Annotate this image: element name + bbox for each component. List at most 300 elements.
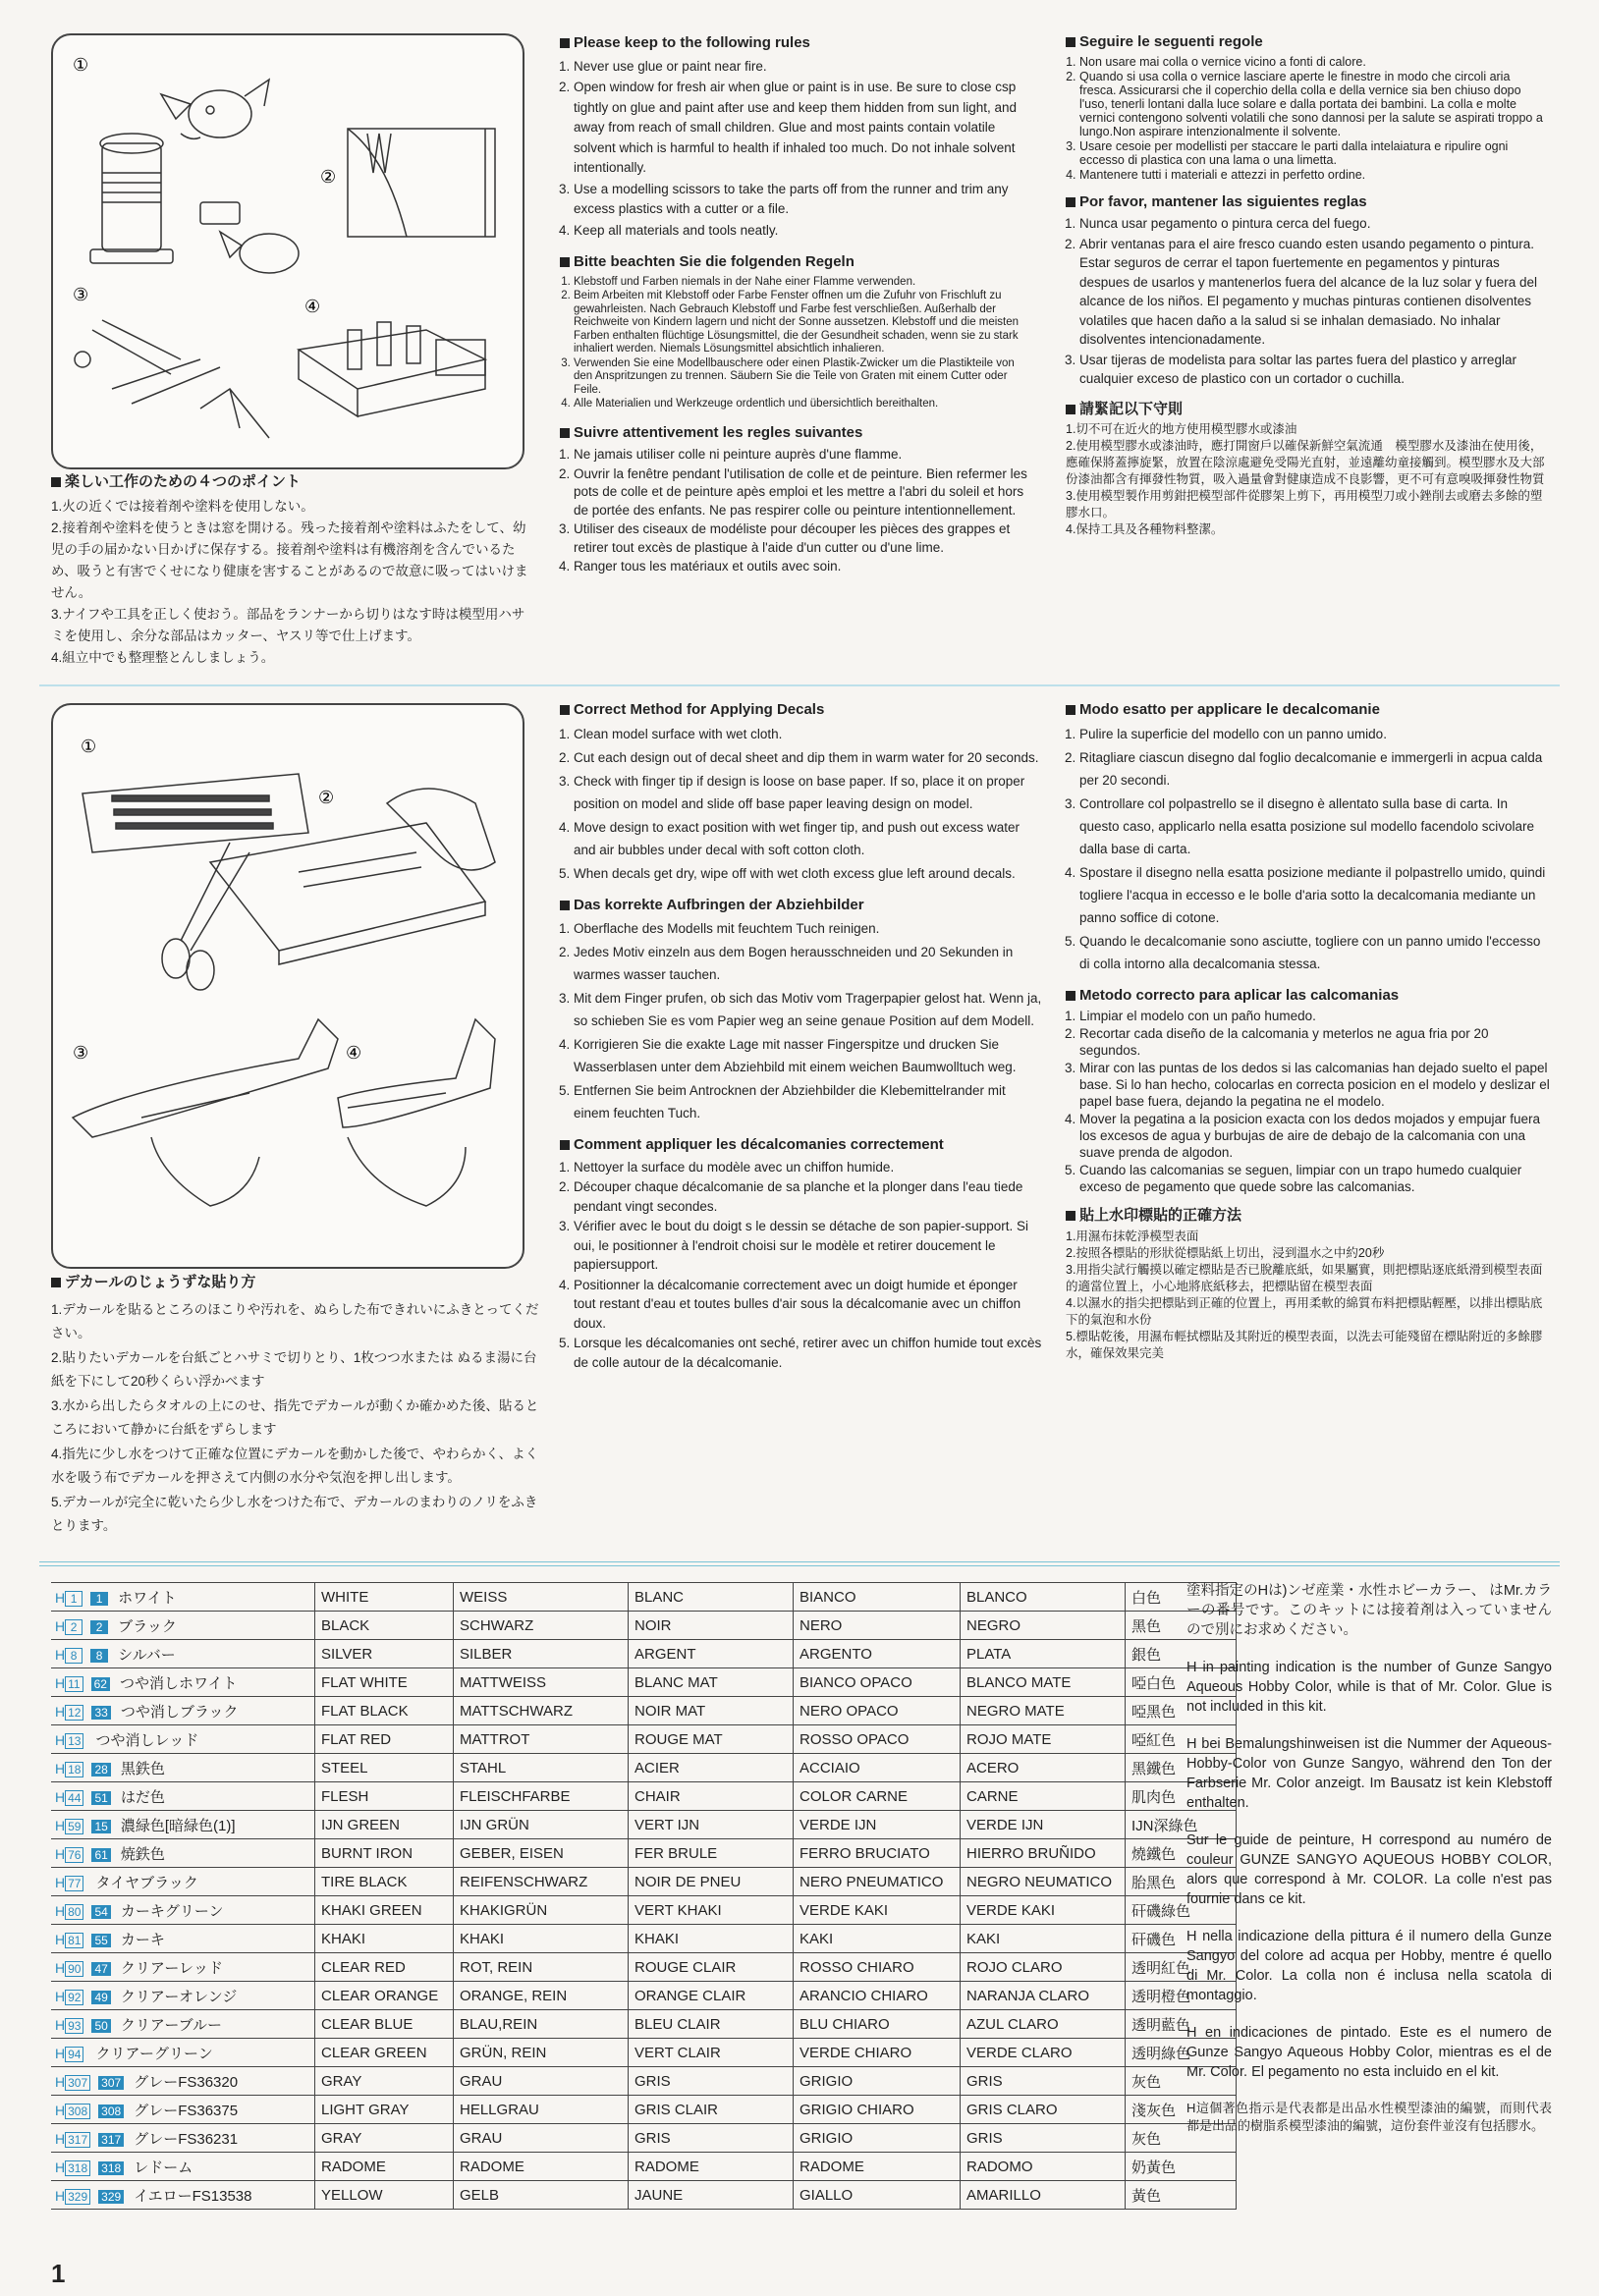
color-name-english: BLACK xyxy=(315,1612,454,1640)
rules-japanese-item: 2.接着剤や塗料を使うときは窓を開ける。残った接着剤や塗料はふたをして、幼児の手の届かない日かげに保存する。接着剤や塗料は有機溶剤を含んでいるため、吸うと有害でくせになり健康を害することがあるので故意に吸ってはいけません。 xyxy=(51,520,528,600)
hobby-color-number: 77 xyxy=(65,1876,83,1891)
color-row xyxy=(51,1982,1237,2010)
color-name-italian: VERDE CHIARO xyxy=(794,2039,961,2067)
color-name-german: GEBER, EISEN xyxy=(454,1839,629,1868)
color-code-cell xyxy=(51,1583,315,1612)
mr-color-number: 61 xyxy=(91,1848,110,1862)
hobby-color-number: 93 xyxy=(65,2018,83,2034)
rules-german-item: 2. Beim Arbeiten mit Klebstoff oder Farbe Fenster offnen um die Zufuhr von Frischluft zu gewahrleisten. Nach Gebrauch Klebstoff und Farbe fest verschließen. Außerhalb der Reichweite von Kindern lagern und nicht der Sonne aussetzen. Klebstoff und die meisten Farben enthalten flüchtige Lösungsmittel, die der Gesundheit schaden, wenn sie zu stark inhaliert werden. Niemals Lösungsmittel absichtlich inhalieren. xyxy=(574,290,1031,356)
rules-spanish-item: 1. Nunca usar pegamento o pintura cerca del fuego. xyxy=(1079,214,1545,234)
color-note-german: H bei Bemalungshinweisen ist die Nummer der Aqueous-Hobby-Color von Gunze Sangyo, während den Ton der Farbserie Mr. Color anzeigt. Im Bausatz ist kein Klebstoff enthalten. xyxy=(1186,1736,1552,1811)
color-name-italian: GRIGIO xyxy=(794,2067,961,2096)
decals-italian-item: 3. Controllare col polpastrello se il disegno è allentato sulla base di carta. In questo caso, applicarlo nella esatta posizione sul modello facendolo scivolare dalla base di carta. xyxy=(1079,793,1551,860)
color-row xyxy=(51,2124,1237,2153)
color-name-chinese: 肌肉色 xyxy=(1126,1782,1237,1811)
decals-spanish-item: 5. Cuando las calcomanias se seguen, limpiar con un trapo humedo cualquier exceso de pegamento que quede sobre las calcomanias. xyxy=(1079,1162,1551,1195)
color-name-german: REIFENSCHWARZ xyxy=(454,1868,629,1896)
decals-english-item: 3. Check with finger tip if design is loose on base paper. If so, place it on proper position on model and slide off base paper leaving design on model. xyxy=(574,770,1043,815)
color-row xyxy=(51,1896,1237,1925)
color-name-german: STAHL xyxy=(454,1754,629,1782)
color-name-french: GRIS xyxy=(629,2124,794,2153)
color-name-japanese: シルバー xyxy=(118,1646,176,1664)
color-name-english: KHAKI GREEN xyxy=(315,1896,454,1925)
rules-german-item: 3. Verwenden Sie eine Modellbauschere oder einen Plastik-Zwicker um die Plastikteile von den Anspritzungen zu trennen. Säubern Sie die Teile von Graten mit einem Cutter oder Feile. xyxy=(574,357,1031,398)
color-code-cell xyxy=(51,2010,315,2039)
hobby-color-number: 329 xyxy=(65,2189,90,2205)
color-name-italian: FERRO BRUCIATO xyxy=(794,1839,961,1868)
color-note-spanish: H en indicaciones de pintado. Este es el numero de Gunze Sangyo Aqueous Hobby Color, mientras es el de Mr. Color. El pegamento no esta incluido en el kit. xyxy=(1186,2025,1552,2080)
decals-german-item: 4. Korrigieren Sie die exakte Lage mit nasser Fingerspitze und drucken Sie Wasserblasen unter dem Abziehbild mit einem weichen Baumwolltuch weg. xyxy=(574,1033,1043,1078)
decals-chinese-item: 5.標貼乾後，用濕布輕拭標貼及其附近的模型表面，以洗去可能殘留在標貼附近的多餘膠水，確保效果完美 xyxy=(1066,1329,1543,1360)
color-name-chinese: 啞白色 xyxy=(1126,1668,1237,1697)
rules-french-item: 1. Ne jamais utiliser colle ni peinture auprès d'une flamme. xyxy=(574,446,1031,465)
color-name-spanish: KAKI xyxy=(961,1925,1126,1953)
rules-spanish-item: 3. Usar tijeras de modelista para soltar las partes fuera del plastico y arreglar cualquier exceso de plastico con un cortador o cuchilla. xyxy=(1079,351,1545,389)
mr-color-number: 317 xyxy=(98,2133,124,2147)
decals-german-item: 3. Mit dem Finger prufen, ob sich das Motiv vom Tragerpapier gelost hat. Wenn ja, so schieben Sie es vom Papier weg an seine genaue Position auf dem Modell. xyxy=(574,987,1043,1032)
color-name-english: TIRE BLACK xyxy=(315,1868,454,1896)
color-name-japanese: つや消しホワイト xyxy=(119,1674,238,1692)
decals-english-item: 1. Clean model surface with wet cloth. xyxy=(574,723,1043,745)
color-name-spanish: NEGRO xyxy=(961,1612,1126,1640)
decals-english-item: 4. Move design to exact position with wet finger tip, and push out excess water and air bubbles under decal with soft cotton cloth. xyxy=(574,816,1043,861)
rules-chinese-heading: 請緊記以下守則 xyxy=(1066,401,1545,419)
rules-italian-item: 2. Quando si usa colla o vernice lasciare aperte le finestre in modo che circoli aria fresca. Assicurarsi che il coperchio della colla e della vernice sia ben chiuso dopo l'uso, tenerli lontani dalla luce solare e dalla portata dei bambini. La colla e molte vernici contengono solventi volatili che sono dannosi per la salute se aspirati troppo a lungo.Non aspirare intenzionalmente il solvente. xyxy=(1079,70,1545,138)
color-name-chinese: 燒鐵色 xyxy=(1126,1839,1237,1868)
decals-english-item: 2. Cut each design out of decal sheet and dip them in warm water for 20 seconds. xyxy=(574,746,1043,769)
color-name-german: GRAU xyxy=(454,2067,629,2096)
color-row xyxy=(51,1953,1237,1982)
decal-step-3-marker: ③ xyxy=(73,1043,89,1063)
color-code-cell xyxy=(51,2153,315,2181)
mr-color-number: 50 xyxy=(91,2019,110,2033)
color-row xyxy=(51,1839,1237,1868)
hobby-color-prefix: H xyxy=(55,1731,66,1748)
hobby-color-prefix: H xyxy=(55,2187,66,2204)
decals-spanish-item: 4. Mover la pegatina a la posicion exacta con los dedos mojados y empujar fuera los excesos de agua y burbujas de aire de debajo de la calcomania con una suave prenda de algodon. xyxy=(1079,1111,1551,1161)
color-name-german: MATTWEISS xyxy=(454,1668,629,1697)
color-name-spanish: AMARILLO xyxy=(961,2181,1126,2210)
color-row xyxy=(51,1612,1237,1640)
rules-french-item: 3. Utiliser des ciseaux de modéliste pour découper les pièces des grappes et retirer tout excès de plastique à l'aide d'un cutter ou d'une lime. xyxy=(574,520,1031,557)
color-name-chinese: 黃色 xyxy=(1126,2181,1237,2210)
color-name-english: STEEL xyxy=(315,1754,454,1782)
rules-german-item: 4. Alle Materialien und Werkzeuge ordentlich und übersichtlich bereithalten. xyxy=(574,398,1031,411)
color-code-cell xyxy=(51,1697,315,1725)
rules-chinese-item: 2.使用模型膠水或漆油時，應打開窗戶以確保新鮮空氣流通 模型膠水及漆油在使用後，應確保將蓋擰旋緊，放置在陰涼處避免受陽光直射，並遠離幼童接觸到。模型膠水及大部份漆油都含有揮發性物質，吸入過量會對健康造成不良影響，更不可有意嗅吸揮發性物質 xyxy=(1066,439,1545,486)
color-name-chinese: 啞紅色 xyxy=(1126,1725,1237,1754)
color-name-spanish: AZUL CLARO xyxy=(961,2010,1126,2039)
color-name-chinese: 淺灰色 xyxy=(1126,2096,1237,2124)
step-1-marker: ① xyxy=(73,55,89,75)
decals-french-item: 3. Vérifier avec le bout du doigt s le dessin se détache de son papier-support. Si oui, le positionner à l'endroit choisi sur le modèle et retirer doucement le papiersupport. xyxy=(574,1217,1043,1275)
color-name-spanish: GRIS CLARO xyxy=(961,2096,1126,2124)
rules-english-item: 4. Keep all materials and tools neatly. xyxy=(574,221,1031,242)
color-name-japanese: はだ色 xyxy=(120,1788,165,1806)
decals-japanese-item: 1.デカールを貼るところのほこりや汚れを、ぬらした布できれいにふきとってください。 xyxy=(51,1301,539,1340)
color-name-english: LIGHT GRAY xyxy=(315,2096,454,2124)
hobby-color-prefix: H xyxy=(55,2159,66,2175)
rules-italian-heading: Seguire le seguenti regole xyxy=(1066,33,1545,52)
hobby-color-number: 2 xyxy=(65,1619,83,1635)
hobby-color-prefix: H xyxy=(55,1931,66,1947)
section-divider-2 xyxy=(39,1561,1560,1562)
color-name-chinese: 矸磯色 xyxy=(1126,1925,1237,1953)
rules-italian-spanish-chinese xyxy=(1066,33,1545,538)
mr-color-number: 318 xyxy=(98,2161,124,2175)
color-name-chinese: 黑鐵色 xyxy=(1126,1754,1237,1782)
hobby-color-number: 317 xyxy=(65,2132,90,2148)
color-name-chinese: 銀色 xyxy=(1126,1640,1237,1668)
hobby-color-prefix: H xyxy=(55,1845,66,1862)
color-name-italian: VERDE IJN xyxy=(794,1811,961,1839)
mr-color-number: 51 xyxy=(91,1791,110,1805)
color-code-cell xyxy=(51,1953,315,1982)
hobby-color-prefix: H xyxy=(55,2130,66,2147)
color-name-german: HELLGRAU xyxy=(454,2096,629,2124)
decals-chinese-item: 2.按照各標貼的形狀從標貼紙上切出，浸到溫水之中約20秒 xyxy=(1066,1245,1385,1260)
rules-italian-item: 4. Mantenere tutti i materiali e attezzi in perfetto ordine. xyxy=(1079,168,1545,182)
color-row xyxy=(51,2039,1237,2067)
hobby-color-number: 11 xyxy=(65,1676,83,1692)
color-row xyxy=(51,1754,1237,1782)
decals-french-item: 1. Nettoyer la surface du modèle avec un chiffon humide. xyxy=(574,1158,1043,1177)
decals-italian-spanish-chinese xyxy=(1066,701,1551,1362)
decals-german-heading: Das korrekte Aufbringen der Abziehbilder xyxy=(560,897,1043,915)
decals-japanese xyxy=(51,1271,542,1539)
color-code-cell xyxy=(51,1868,315,1896)
color-name-german: ROT, REIN xyxy=(454,1953,629,1982)
color-name-chinese: 白色 xyxy=(1126,1583,1237,1612)
color-name-italian: VERDE KAKI xyxy=(794,1896,961,1925)
color-name-english: YELLOW xyxy=(315,2181,454,2210)
color-row xyxy=(51,2010,1237,2039)
color-name-italian: GRIGIO xyxy=(794,2124,961,2153)
color-name-german: MATTSCHWARZ xyxy=(454,1697,629,1725)
color-name-italian: ARGENTO xyxy=(794,1640,961,1668)
section-divider xyxy=(39,684,1560,686)
mr-color-number: 33 xyxy=(91,1706,110,1720)
color-name-spanish: CARNE xyxy=(961,1782,1126,1811)
color-name-german: IJN GRÜN xyxy=(454,1811,629,1839)
color-name-french: ARGENT xyxy=(629,1640,794,1668)
rules-japanese-heading: 楽しい工作のための４つのポイント xyxy=(51,471,532,493)
color-code-cell xyxy=(51,2124,315,2153)
hobby-color-prefix: H xyxy=(55,1617,66,1634)
color-name-french: BLEU CLAIR xyxy=(629,2010,794,2039)
color-name-italian: ROSSO OPACO xyxy=(794,1725,961,1754)
rules-chinese-item: 4.保持工具及各種物料整潔。 xyxy=(1066,522,1224,536)
color-note-french: Sur le guide de peinture, H correspond au numéro de couleur GUNZE SANGYO AQUEOUS HOBBY COLOR, alors que correspond à Mr. COLOR. La colle n'est pas fournie dans ce kit. xyxy=(1186,1832,1552,1907)
color-code-cell xyxy=(51,1896,315,1925)
rules-spanish-heading: Por favor, mantener las siguientes reglas xyxy=(1066,193,1545,212)
color-name-french: ROUGE CLAIR xyxy=(629,1953,794,1982)
color-notes xyxy=(1186,1581,1552,2153)
window-drawing xyxy=(348,129,495,237)
decals-english-german-french xyxy=(560,701,1043,1384)
hobby-color-prefix: H xyxy=(55,2016,66,2033)
color-name-english: CLEAR GREEN xyxy=(315,2039,454,2067)
hobby-color-prefix: H xyxy=(55,2073,66,2090)
hobby-color-number: 13 xyxy=(65,1733,83,1749)
color-name-german: SILBER xyxy=(454,1640,629,1668)
color-name-french: BLANC MAT xyxy=(629,1668,794,1697)
hobby-color-number: 90 xyxy=(65,1961,83,1977)
hobby-color-number: 8 xyxy=(65,1648,83,1664)
rules-english-heading: Please keep to the following rules xyxy=(560,33,1031,54)
rules-english-item: 1. Never use glue or paint near fire. xyxy=(574,57,1031,78)
color-name-italian: BIANCO xyxy=(794,1583,961,1612)
plane-decal-step-3-drawing xyxy=(73,1019,338,1206)
color-name-italian: RADOME xyxy=(794,2153,961,2181)
color-name-english: KHAKI xyxy=(315,1925,454,1953)
color-name-french: RADOME xyxy=(629,2153,794,2181)
color-name-french: NOIR MAT xyxy=(629,1697,794,1725)
color-name-japanese: クリアーブルー xyxy=(120,2016,223,2034)
color-name-spanish: NEGRO NEUMATICO xyxy=(961,1868,1126,1896)
color-name-italian: ROSSO CHIARO xyxy=(794,1953,961,1982)
color-name-chinese: 灰色 xyxy=(1126,2124,1237,2153)
color-note-chinese: H這個著色指示是代表都是出品水性模型漆油的編號，而則代表都是出品的樹脂系模型漆油的編號，這份套件並沒有包括膠水。 xyxy=(1186,2101,1552,2133)
color-name-french: BLANC xyxy=(629,1583,794,1612)
hobby-color-prefix: H xyxy=(55,2102,66,2118)
color-name-english: CLEAR RED xyxy=(315,1953,454,1982)
hobby-color-prefix: H xyxy=(55,1589,66,1606)
color-name-japanese: クリアーレッド xyxy=(120,1959,223,1977)
color-name-german: KHAKI xyxy=(454,1925,629,1953)
mr-color-number: 15 xyxy=(91,1820,110,1833)
decals-japanese-item: 4.指先に少し水をつけて正確な位置にデカールを動かした後で、やわらかく、よく水を吸う布でデカールを押さえて内側の水分や気泡を押し出します。 xyxy=(51,1446,539,1485)
section-divider-3 xyxy=(39,1565,1560,1566)
hobby-color-number: 94 xyxy=(65,2047,83,2062)
color-name-spanish: PLATA xyxy=(961,1640,1126,1668)
hobby-color-number: 1 xyxy=(65,1591,83,1607)
color-row xyxy=(51,1668,1237,1697)
color-row xyxy=(51,1583,1237,1612)
decals-spanish-item: 1. Limpiar el modelo con un paño humedo. xyxy=(1079,1008,1551,1024)
color-name-german: ORANGE, REIN xyxy=(454,1982,629,2010)
color-code-cell xyxy=(51,1668,315,1697)
cartoon-plane-drawing xyxy=(161,80,269,138)
color-name-english: GRAY xyxy=(315,2067,454,2096)
decals-german-item: 2. Jedes Motiv einzeln aus dem Bogen herausschneiden und 20 Sekunden in warmes wasser tauchen. xyxy=(574,941,1043,986)
color-name-english: FLESH xyxy=(315,1782,454,1811)
color-name-french: ROUGE MAT xyxy=(629,1725,794,1754)
color-code-cell xyxy=(51,1982,315,2010)
mr-color-number: 28 xyxy=(91,1763,110,1777)
color-code-cell xyxy=(51,2039,315,2067)
cartoon-plane-2-drawing xyxy=(200,202,299,273)
color-row xyxy=(51,2153,1237,2181)
color-code-cell xyxy=(51,1782,315,1811)
rules-french-heading: Suivre attentivement les regles suivantes xyxy=(560,423,1031,444)
decals-chinese-heading: 貼上水印標貼的正確方法 xyxy=(1066,1207,1551,1226)
color-name-english: FLAT RED xyxy=(315,1725,454,1754)
color-name-french: ACIER xyxy=(629,1754,794,1782)
hobby-color-number: 92 xyxy=(65,1990,83,2005)
color-name-french: NOIR DE PNEU xyxy=(629,1868,794,1896)
hobby-color-number: 308 xyxy=(65,2104,90,2119)
mr-color-number: 308 xyxy=(98,2105,124,2118)
decal-sheet-drawing xyxy=(83,774,308,852)
color-code-cell xyxy=(51,1754,315,1782)
color-name-german: BLAU,REIN xyxy=(454,2010,629,2039)
color-name-english: FLAT WHITE xyxy=(315,1668,454,1697)
hobby-color-prefix: H xyxy=(55,1674,66,1691)
color-name-spanish: VERDE CLARO xyxy=(961,2039,1126,2067)
color-name-german: KHAKIGRÜN xyxy=(454,1896,629,1925)
rules-french-item: 4. Ranger tous les matériaux et outils avec soin. xyxy=(574,558,1031,576)
rules-japanese-item: 3.ナイフや工具を正しく使おう。部品をランナーから切りはなす時は模型用ハサミを使用し、余分な部品はカッター、ヤスリ等で仕上げます。 xyxy=(51,607,525,643)
color-name-chinese: IJN深綠色 xyxy=(1126,1811,1237,1839)
decals-italian-item: 2. Ritagliare ciascun disegno dal foglio decalcomanie e immergerli in acpua calda per 20 secondi. xyxy=(1079,746,1551,792)
color-code-cell xyxy=(51,1925,315,1953)
color-name-english: SILVER xyxy=(315,1640,454,1668)
heater-drawing xyxy=(90,134,173,263)
color-code-cell xyxy=(51,1640,315,1668)
mr-color-number: 47 xyxy=(91,1962,110,1976)
color-name-spanish: HIERRO BRUÑIDO xyxy=(961,1839,1126,1868)
color-name-spanish: NEGRO MATE xyxy=(961,1697,1126,1725)
hobby-color-prefix: H xyxy=(55,1874,66,1890)
hobby-color-prefix: H xyxy=(55,1703,66,1720)
color-name-german: GELB xyxy=(454,2181,629,2210)
color-row xyxy=(51,2096,1237,2124)
mr-color-number: 54 xyxy=(91,1905,110,1919)
mr-color-number: 55 xyxy=(91,1934,110,1947)
color-name-french: JAUNE xyxy=(629,2181,794,2210)
color-name-italian: ARANCIO CHIARO xyxy=(794,1982,961,2010)
color-name-japanese: グレーFS36231 xyxy=(134,2130,239,2148)
color-name-japanese: ホワイト xyxy=(118,1589,177,1607)
color-name-japanese: グレーFS36375 xyxy=(134,2102,239,2119)
rules-chinese-item: 1.切不可在近火的地方使用模型膠水或漆油 xyxy=(1066,422,1297,436)
decals-japanese-item: 5.デカールが完全に乾いたら少し水をつけた布で、デカールのまわりのノリをふきとります。 xyxy=(51,1494,538,1533)
color-name-german: MATTROT xyxy=(454,1725,629,1754)
step-3-marker: ③ xyxy=(73,285,89,304)
decals-french-item: 4. Positionner la décalcomanie correctement avec un doigt humide et éponger tout restant d'eau et toutes bulles d'air sous la décalcomanie avec un chiffon doux. xyxy=(574,1276,1043,1334)
color-name-french: GRIS CLAIR xyxy=(629,2096,794,2124)
decals-english-heading: Correct Method for Applying Decals xyxy=(560,701,1043,720)
color-name-english: BURNT IRON xyxy=(315,1839,454,1868)
color-name-japanese: クリアーオレンジ xyxy=(120,1988,238,2005)
color-name-japanese: 黒鉄色 xyxy=(120,1760,165,1777)
color-row xyxy=(51,1782,1237,1811)
color-note-japanese: 塗料指定のHは)ンゼ産業・水性ホビーカラー、 はMr.カラーの番号です。このキットには接着剤は入っていませんので別にお求めください。 xyxy=(1186,1583,1552,1638)
color-name-japanese: タイヤブラック xyxy=(95,1874,198,1891)
rules-japanese-item: 4.組立中でも整理整とんしましょう。 xyxy=(51,650,275,665)
rules-german-item: 1. Klebstoff und Farben niemals in der Nahe einer Flamme verwenden. xyxy=(574,276,1031,290)
page-number: 1 xyxy=(51,2259,66,2288)
rules-italian-item: 3. Usare cesoie per modellisti per staccare le parti dalla intelaiatura e ripulire ogni eccesso di plastica con una lama o una limetta. xyxy=(1079,139,1545,167)
color-name-english: FLAT BLACK xyxy=(315,1697,454,1725)
color-name-japanese: つや消しレッド xyxy=(95,1731,199,1749)
color-name-chinese: 奶黃色 xyxy=(1126,2153,1237,2181)
color-name-italian: COLOR CARNE xyxy=(794,1782,961,1811)
tools-illustration xyxy=(53,35,523,467)
hobby-color-prefix: H xyxy=(55,1788,66,1805)
color-name-german: RADOME xyxy=(454,2153,629,2181)
hobby-color-prefix: H xyxy=(55,1760,66,1777)
color-name-english: RADOME xyxy=(315,2153,454,2181)
rules-english-item: 2. Open window for fresh air when glue or paint is in use. Be sure to close csp tightly on glue and paint after use and keep them hidden from sun light, and away from reach of small children. Glue and most paints contain volatile solvent which is harmful to health if inhaled too much. Do not inhale solvent intentionally. xyxy=(574,78,1031,179)
rules-english xyxy=(560,33,1031,588)
paint-box-drawing xyxy=(299,322,485,416)
color-name-japanese: グレーFS36320 xyxy=(134,2073,239,2091)
color-name-spanish: BLANCO xyxy=(961,1583,1126,1612)
hobby-color-number: 307 xyxy=(65,2075,90,2091)
decals-italian-item: 4. Spostare il disegno nella esatta posizione mediante il polpastrello umido, quindi togliere l'acqua in eccesso e le bolle d'aria sotto la decalcomania mediante un panno soffice di cotone. xyxy=(1079,861,1551,929)
step-2-marker: ② xyxy=(320,167,337,187)
color-code-cell xyxy=(51,1725,315,1754)
step-4-marker: ④ xyxy=(304,297,321,316)
color-row xyxy=(51,1725,1237,1754)
decals-spanish-item: 2. Recortar cada diseño de la calcomania y meterlos ne agua fria por 20 segundos. xyxy=(1079,1025,1551,1059)
color-name-spanish: ROJO CLARO xyxy=(961,1953,1126,1982)
hobby-color-number: 318 xyxy=(65,2160,90,2176)
color-name-italian: NERO PNEUMATICO xyxy=(794,1868,961,1896)
color-name-japanese: イエローFS13538 xyxy=(134,2187,252,2205)
color-name-japanese: ブラック xyxy=(118,1617,177,1635)
color-row xyxy=(51,2067,1237,2096)
decals-chinese-item: 1.用濕布抹乾淨模型表面 xyxy=(1066,1229,1199,1243)
color-name-french: NOIR xyxy=(629,1612,794,1640)
color-name-italian: BLU CHIARO xyxy=(794,2010,961,2039)
color-name-spanish: GRIS xyxy=(961,2124,1126,2153)
color-name-japanese: カーキ xyxy=(120,1931,165,1948)
color-name-japanese: カーキグリーン xyxy=(120,1902,224,1920)
decals-japanese-heading: デカールのじょうずな貼り方 xyxy=(51,1271,542,1295)
color-name-french: GRIS xyxy=(629,2067,794,2096)
decals-chinese-item: 3.用指尖試行觸摸以確定標貼是否已脫離底紙，如果屬實，則把標貼逐底紙滑到模型表面的適當位置上，小心地將底紙移去，把標貼留在模型表面 xyxy=(1066,1262,1543,1293)
color-name-german: FLEISCHFARBE xyxy=(454,1782,629,1811)
color-name-spanish: VERDE IJN xyxy=(961,1811,1126,1839)
color-name-french: VERT IJN xyxy=(629,1811,794,1839)
hobby-color-number: 59 xyxy=(65,1819,83,1834)
rules-german-heading: Bitte beachten Sie die folgenden Regeln xyxy=(560,252,1031,273)
color-name-italian: NERO OPACO xyxy=(794,1697,961,1725)
rules-english-item: 3. Use a modelling scissors to take the parts off from the runner and trim any excess plastics with a cutter or a file. xyxy=(574,180,1031,220)
rules-japanese xyxy=(51,471,532,669)
color-name-english: IJN GREEN xyxy=(315,1811,454,1839)
decal-step-2-marker: ② xyxy=(318,788,335,807)
decals-french-heading: Comment appliquer les décalcomanies correctement xyxy=(560,1136,1043,1155)
color-name-chinese: 透明綠色 xyxy=(1126,2039,1237,2067)
color-name-french: VERT KHAKI xyxy=(629,1896,794,1925)
color-name-chinese: 黑色 xyxy=(1126,1612,1237,1640)
color-name-japanese: つや消しブラック xyxy=(120,1703,239,1721)
color-note-english: H in painting indication is the number of Gunze Sangyo Aqueous Hobby Color, while is that of Mr. Color. Glue is not included in this kit. xyxy=(1186,1660,1552,1715)
hobby-color-number: 12 xyxy=(65,1705,83,1721)
mr-color-number: 2 xyxy=(90,1620,108,1634)
color-name-spanish: RADOMO xyxy=(961,2153,1126,2181)
color-code-cell xyxy=(51,2067,315,2096)
color-name-french: KHAKI xyxy=(629,1925,794,1953)
color-note-italian: H nella indicazione della pittura é il numero della Gunze Sangyo del colore ad acqua per Hobby, mentre é quello di Mr. Color. La colla non é inclusa nella scatola di montaggio. xyxy=(1186,1929,1552,2003)
rules-spanish-item: 2. Abrir ventanas para el aire fresco cuando esten usando pegamento o pintura. Estar seguros de cerrar el tapon fuertemente en pegamentos y pinturas despues de usarlos y mantenerlos fuera del alcance de la luz solar y fuera del alcance de los niños. El pegamento y muchas pinturas contienen disolventes volatiles que hacen daño a la salud si se inhalan demasiado. No inhalar disolventes intencionadamente. xyxy=(1079,235,1545,350)
hobby-color-number: 18 xyxy=(65,1762,83,1777)
color-code-cell xyxy=(51,2096,315,2124)
decals-spanish-item: 3. Mirar con las puntas de los dedos si las calcomanias han dejado suelto el papel base. Si lo han hecho, colocarlas en correcta posicion en el modelo y deslizar el papel base fuera, dejando la pegatina ne el modelo. xyxy=(1079,1060,1551,1110)
color-name-japanese: クリアーグリーン xyxy=(95,2045,213,2062)
tools-illustration-panel xyxy=(51,33,524,469)
mr-color-number: 8 xyxy=(90,1649,108,1663)
color-name-german: GRAU xyxy=(454,2124,629,2153)
color-name-chinese: 透明藍色 xyxy=(1126,2010,1237,2039)
rules-italian-item: 1. Non usare mai colla o vernice vicino a fonti di calore. xyxy=(1079,55,1545,69)
hobby-color-prefix: H xyxy=(55,1646,66,1663)
hobby-color-prefix: H xyxy=(55,1902,66,1919)
